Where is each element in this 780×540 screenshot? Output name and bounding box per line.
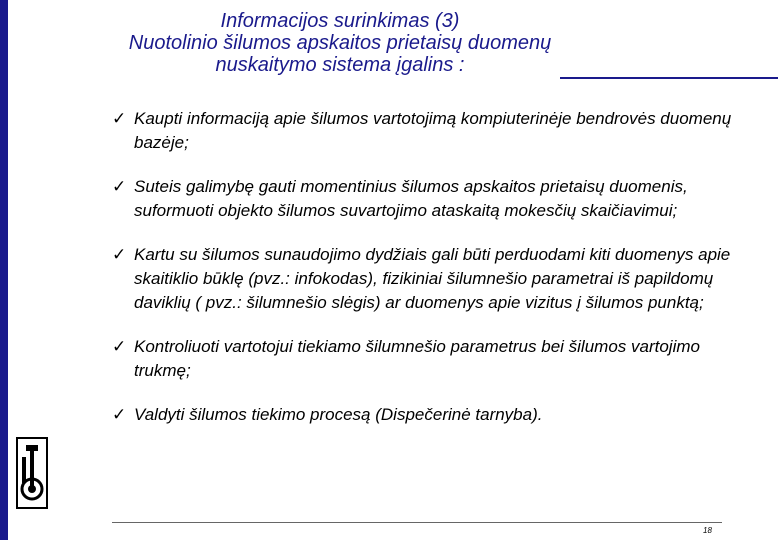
bullet-item: [112, 403, 752, 427]
left-accent-bar: [0, 0, 8, 540]
page-number: 18: [703, 526, 712, 535]
bullet-item: [112, 107, 752, 155]
bullet-text: Suteis galimybę gauti momentinius šilumos apskaitos prietaisų duomenis, suformuoti objekto šilumos suvartojimo ataskaitą mokesčių skaičiavimui;: [134, 177, 688, 220]
checkmark-icon: ✓: [112, 177, 127, 196]
bullet-text: Kontroliuoti vartotojui tiekiamo šilumnešio parametrus bei šilumos vartojimo trukmę;: [134, 337, 700, 380]
bullet-text: Kaupti informaciją apie šilumos vartotojimą kompiuterinėje bendrovės duomenų bazėje;: [134, 109, 732, 152]
bullet-item: [112, 243, 752, 315]
footer-divider: [112, 522, 722, 523]
bullet-text: Valdyti šilumos tiekimo procesą (Dispečerinė tarnyba).: [134, 405, 543, 424]
title-line-2: Nuotolinio šilumos apskaitos prietaisų duomenų: [128, 32, 552, 54]
checkmark-icon: ✓: [112, 405, 127, 424]
company-logo-icon: [16, 437, 48, 509]
bullet-text: Kartu su šilumos sunaudojimo dydžiais gali būti perduodami kiti duomenys apie skaitiklio būklę (pvz.: infokodas), fizikiniai šilumnešio parametrai iš papildomų daviklių ( pvz.: šilumnešio slėgis) ar duomenys apie vizitus į šilumos punktą;: [134, 245, 731, 312]
checkmark-icon: ✓: [112, 337, 127, 356]
bullet-item: [112, 175, 752, 223]
bullet-list: [112, 107, 752, 447]
bullet-item: [112, 335, 752, 383]
title-line-3: nuskaitymo sistema įgalins :: [215, 54, 465, 76]
checkmark-icon: ✓: [112, 109, 127, 128]
checkmark-icon: ✓: [112, 245, 127, 264]
title-line-1: Informacijos surinkimas (3): [220, 10, 460, 32]
slide-title: [60, 10, 620, 76]
title-underline: [560, 77, 778, 79]
